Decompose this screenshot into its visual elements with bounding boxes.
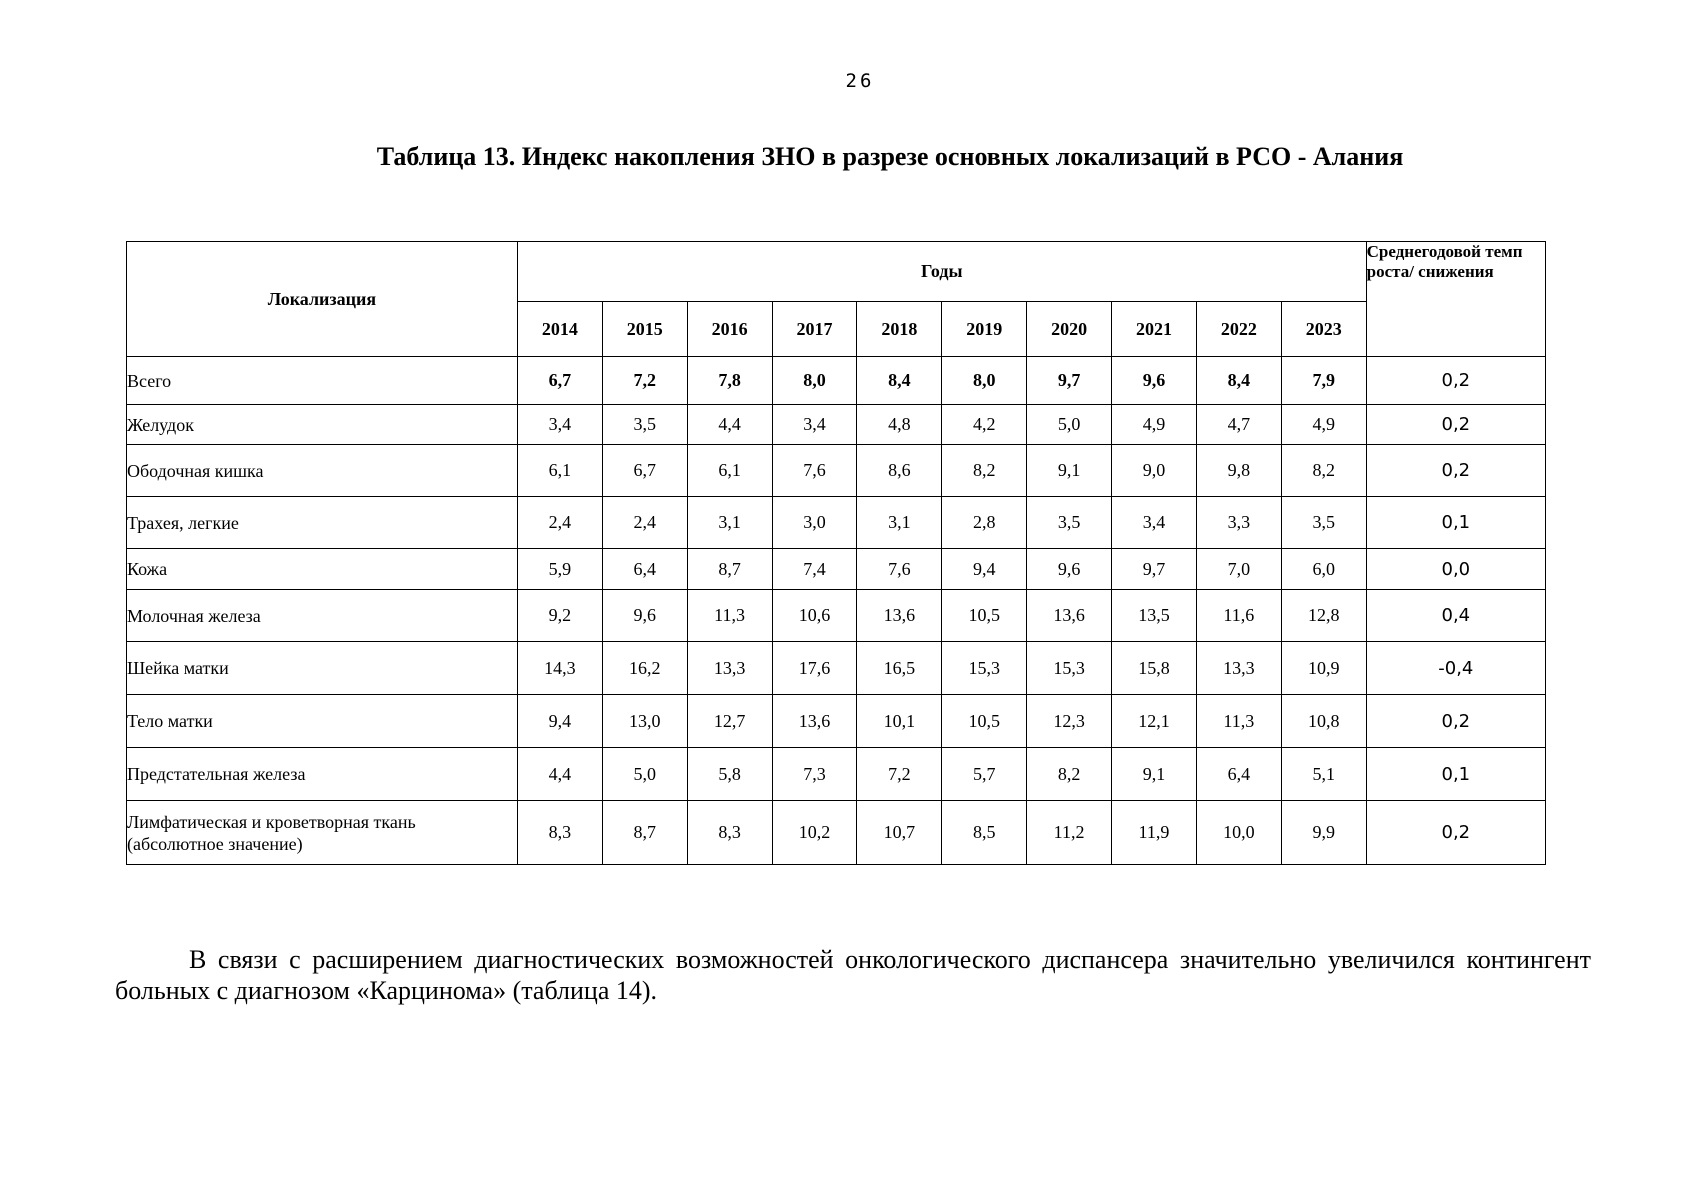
value-cell: 9,4 (517, 695, 602, 748)
value-cell: 6,7 (517, 357, 602, 405)
table-row (127, 590, 1546, 642)
value-cell: 7,9 (1281, 357, 1366, 405)
value-cell: 11,2 (1027, 801, 1112, 865)
table-body (127, 357, 1546, 865)
page-number: 26 (845, 70, 875, 92)
year-header-cell: 2023 (1281, 302, 1366, 357)
year-header-cell: 2017 (772, 302, 857, 357)
data-table (126, 241, 1546, 865)
value-cell: 13,6 (1027, 590, 1112, 642)
value-cell: 3,0 (772, 497, 857, 549)
value-cell: 4,7 (1196, 405, 1281, 445)
value-cell: 6,1 (687, 445, 772, 497)
value-cell: 8,0 (942, 357, 1027, 405)
value-cell: 5,0 (602, 748, 687, 801)
rate-cell: 0,2 (1366, 801, 1545, 865)
value-cell: 3,5 (1281, 497, 1366, 549)
value-cell: 6,1 (517, 445, 602, 497)
value-cell: 8,2 (1281, 445, 1366, 497)
value-cell: 10,2 (772, 801, 857, 865)
value-cell: 4,2 (942, 405, 1027, 445)
row-label: Лимфатическая и кроветворная ткань (абсолютное значение) (127, 801, 518, 865)
year-header-cell: 2022 (1196, 302, 1281, 357)
value-cell: 10,9 (1281, 642, 1366, 695)
value-cell: 7,6 (772, 445, 857, 497)
value-cell: 11,9 (1112, 801, 1197, 865)
value-cell: 4,9 (1112, 405, 1197, 445)
value-cell: 9,1 (1112, 748, 1197, 801)
value-cell: 9,6 (1027, 549, 1112, 590)
value-cell: 3,4 (517, 405, 602, 445)
row-label: Желудок (127, 405, 518, 445)
rate-cell: -0,4 (1366, 642, 1545, 695)
row-label: Тело матки (127, 695, 518, 748)
value-cell: 8,6 (857, 445, 942, 497)
value-cell: 12,1 (1112, 695, 1197, 748)
row-label: Кожа (127, 549, 518, 590)
value-cell: 5,0 (1027, 405, 1112, 445)
value-cell: 14,3 (517, 642, 602, 695)
table-row (127, 549, 1546, 590)
value-cell: 7,8 (687, 357, 772, 405)
value-cell: 9,6 (602, 590, 687, 642)
value-cell: 5,9 (517, 549, 602, 590)
value-cell: 10,5 (942, 590, 1027, 642)
value-cell: 4,4 (687, 405, 772, 445)
value-cell: 6,7 (602, 445, 687, 497)
value-cell: 12,3 (1027, 695, 1112, 748)
value-cell: 15,8 (1112, 642, 1197, 695)
value-cell: 8,0 (772, 357, 857, 405)
rate-cell: 0,2 (1366, 445, 1545, 497)
rate-cell: 0,4 (1366, 590, 1545, 642)
table-title: Таблица 13. Индекс накопления ЗНО в разрезе основных локализаций в РСО - Алания (376, 142, 1404, 171)
value-cell: 13,0 (602, 695, 687, 748)
year-header-cell: 2019 (942, 302, 1027, 357)
value-cell: 8,2 (942, 445, 1027, 497)
value-cell: 13,6 (772, 695, 857, 748)
value-cell: 7,0 (1196, 549, 1281, 590)
year-header-cell: 2014 (517, 302, 602, 357)
row-label: Шейка матки (127, 642, 518, 695)
value-cell: 7,2 (857, 748, 942, 801)
value-cell: 2,4 (602, 497, 687, 549)
value-cell: 6,4 (1196, 748, 1281, 801)
value-cell: 3,4 (1112, 497, 1197, 549)
value-cell: 2,4 (517, 497, 602, 549)
value-cell: 13,6 (857, 590, 942, 642)
body-paragraph: В связи с расширением диагностических возможностей онкологического диспансера значительно увеличился контингент больных с диагнозом «Карцинома» (таблица 14). (115, 945, 1591, 1005)
value-cell: 7,2 (602, 357, 687, 405)
table-row (127, 445, 1546, 497)
year-header-cell: 2020 (1027, 302, 1112, 357)
value-cell: 3,3 (1196, 497, 1281, 549)
value-cell: 10,1 (857, 695, 942, 748)
value-cell: 7,4 (772, 549, 857, 590)
value-cell: 9,8 (1196, 445, 1281, 497)
value-cell: 12,8 (1281, 590, 1366, 642)
table-row (127, 357, 1546, 405)
row-label: Трахея, легкие (127, 497, 518, 549)
value-cell: 15,3 (942, 642, 1027, 695)
value-cell: 9,7 (1027, 357, 1112, 405)
value-cell: 8,7 (602, 801, 687, 865)
table-row (127, 405, 1546, 445)
value-cell: 9,6 (1112, 357, 1197, 405)
value-cell: 13,3 (687, 642, 772, 695)
value-cell: 9,9 (1281, 801, 1366, 865)
value-cell: 3,5 (602, 405, 687, 445)
table-row (127, 642, 1546, 695)
value-cell: 8,5 (942, 801, 1027, 865)
years-header: Годы (517, 242, 1366, 302)
value-cell: 5,7 (942, 748, 1027, 801)
value-cell: 17,6 (772, 642, 857, 695)
table-row (127, 801, 1546, 865)
value-cell: 8,3 (517, 801, 602, 865)
rate-cell: 0,1 (1366, 748, 1545, 801)
value-cell: 11,3 (1196, 695, 1281, 748)
localization-header: Локализация (127, 242, 518, 357)
value-cell: 7,6 (857, 549, 942, 590)
value-cell: 8,2 (1027, 748, 1112, 801)
table-row (127, 695, 1546, 748)
value-cell: 11,3 (687, 590, 772, 642)
value-cell: 10,5 (942, 695, 1027, 748)
value-cell: 4,8 (857, 405, 942, 445)
value-cell: 6,4 (602, 549, 687, 590)
row-label: Молочная железа (127, 590, 518, 642)
value-cell: 7,3 (772, 748, 857, 801)
value-cell: 5,1 (1281, 748, 1366, 801)
value-cell: 3,1 (687, 497, 772, 549)
value-cell: 9,2 (517, 590, 602, 642)
value-cell: 12,7 (687, 695, 772, 748)
value-cell: 10,7 (857, 801, 942, 865)
row-label: Всего (127, 357, 518, 405)
year-header-cell: 2015 (602, 302, 687, 357)
value-cell: 4,9 (1281, 405, 1366, 445)
value-cell: 13,3 (1196, 642, 1281, 695)
value-cell: 13,5 (1112, 590, 1197, 642)
value-cell: 3,1 (857, 497, 942, 549)
rate-cell: 0,1 (1366, 497, 1545, 549)
value-cell: 8,4 (1196, 357, 1281, 405)
value-cell: 16,2 (602, 642, 687, 695)
year-header-cell: 2018 (857, 302, 942, 357)
value-cell: 8,4 (857, 357, 942, 405)
rate-cell: 0,2 (1366, 695, 1545, 748)
year-header-cell: 2016 (687, 302, 772, 357)
value-cell: 9,0 (1112, 445, 1197, 497)
header-row-top (127, 242, 1546, 302)
value-cell: 10,6 (772, 590, 857, 642)
rate-header: Среднегодовой темп роста/ снижения (1366, 242, 1545, 357)
value-cell: 15,3 (1027, 642, 1112, 695)
value-cell: 8,3 (687, 801, 772, 865)
value-cell: 11,6 (1196, 590, 1281, 642)
value-cell: 9,7 (1112, 549, 1197, 590)
row-label: Ободочная кишка (127, 445, 518, 497)
value-cell: 9,1 (1027, 445, 1112, 497)
rate-cell: 0,2 (1366, 357, 1545, 405)
value-cell: 2,8 (942, 497, 1027, 549)
rate-cell: 0,0 (1366, 549, 1545, 590)
value-cell: 8,7 (687, 549, 772, 590)
value-cell: 6,0 (1281, 549, 1366, 590)
rate-cell: 0,2 (1366, 405, 1545, 445)
value-cell: 10,0 (1196, 801, 1281, 865)
year-header-cell: 2021 (1112, 302, 1197, 357)
value-cell: 3,4 (772, 405, 857, 445)
value-cell: 4,4 (517, 748, 602, 801)
value-cell: 3,5 (1027, 497, 1112, 549)
table-row (127, 497, 1546, 549)
value-cell: 5,8 (687, 748, 772, 801)
row-label: Предстательная железа (127, 748, 518, 801)
table-row (127, 748, 1546, 801)
value-cell: 16,5 (857, 642, 942, 695)
value-cell: 10,8 (1281, 695, 1366, 748)
value-cell: 9,4 (942, 549, 1027, 590)
